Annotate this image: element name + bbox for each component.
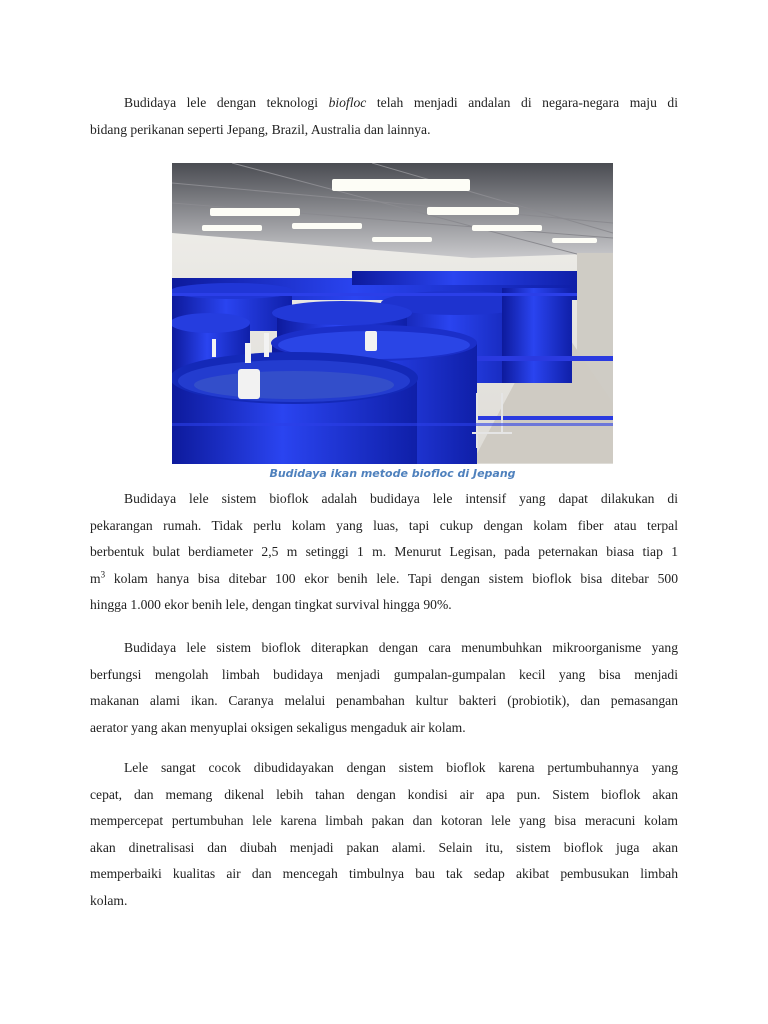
paragraph-line: cepat, dan memang dikenal lebih tahan dengan kondisi air apa pun. Sistem bioflok akan: [90, 786, 678, 802]
paragraph-intro-line-2: bidang perikanan seperti Jepang, Brazil, Australia dan lainnya.: [90, 121, 431, 137]
text-segment: Budidaya lele dengan teknologi: [124, 95, 329, 110]
paragraph-line: Lele sangat cocok dibudidayakan dengan sistem bioflok karena pertumbuhannya yang: [124, 760, 678, 775]
superscript: 3: [100, 568, 106, 579]
paragraph-line: berfungsi mengolah limbah budidaya menjadi gumpalan-gumpalan kecil yang bisa menjadi: [90, 666, 678, 682]
italic-term: biofloc: [328, 95, 367, 110]
paragraph-line: aerator yang akan menyuplai oksigen sekaligus mengaduk air kolam.: [90, 719, 466, 735]
paragraph-line: akan dinetralisasi dan diubah menjadi pakan alami. Selain itu, sistem bioflok juga akan: [90, 839, 678, 855]
paragraph-line: mempercepat pertumbuhan lele karena limbah pakan dan kotoran lele yang bisa meracuni kolam: [90, 813, 678, 828]
paragraph-line: Budidaya lele sistem bioflok diterapkan dengan cara menumbuhkan mikroorganisme yang: [124, 640, 678, 655]
paragraph-lele-suitability: [90, 755, 678, 914]
paragraph-intro: [90, 90, 678, 143]
paragraph-line: Budidaya lele sistem bioflok adalah budidaya lele intensif yang dapat dilakukan di: [124, 491, 678, 506]
paragraph-bioflok-method: [90, 635, 678, 741]
paragraph-line: hingga 1.000 ekor benih lele, dengan tingkat survival hingga 90%.: [90, 597, 452, 612]
text-segment: kolam hanya bisa ditebar 100 ekor benih lele. Tapi dengan sistem bioflok bisa ditebar 500: [105, 570, 678, 586]
paragraph-line: pekarangan rumah. Tidak perlu kolam yang luas, tapi cukup dengan kolam fiber atau terpal: [90, 517, 678, 533]
paragraph-line: makanan alami ikan. Caranya melalui penambahan kultur bakteri (probiotik), dan pemasangan: [90, 693, 678, 708]
figure-caption: Budidaya ikan metode biofloc di Jepang: [269, 467, 516, 480]
paragraph-line: [90, 566, 678, 593]
text-segment: m: [90, 570, 101, 586]
text-segment: telah menjadi andalan di negara-negara maju di: [366, 95, 679, 110]
paragraph-line: berbentuk bulat berdiameter 2,5 m setinggi 1 m. Menurut Legisan, pada peternakan biasa tiap 1: [90, 544, 678, 559]
paragraph-intro-line-1: [90, 90, 678, 117]
paragraph-line: kolam.: [90, 892, 128, 908]
biofloc-tanks-illustration: [172, 163, 613, 464]
biofloc-photo: [172, 163, 613, 464]
paragraph-bioflok-intensive: [90, 486, 678, 619]
paragraph-line: memperbaiki kualitas air dan mencegah timbulnya bau tak sedap akibat pembusukan limbah: [90, 866, 678, 881]
